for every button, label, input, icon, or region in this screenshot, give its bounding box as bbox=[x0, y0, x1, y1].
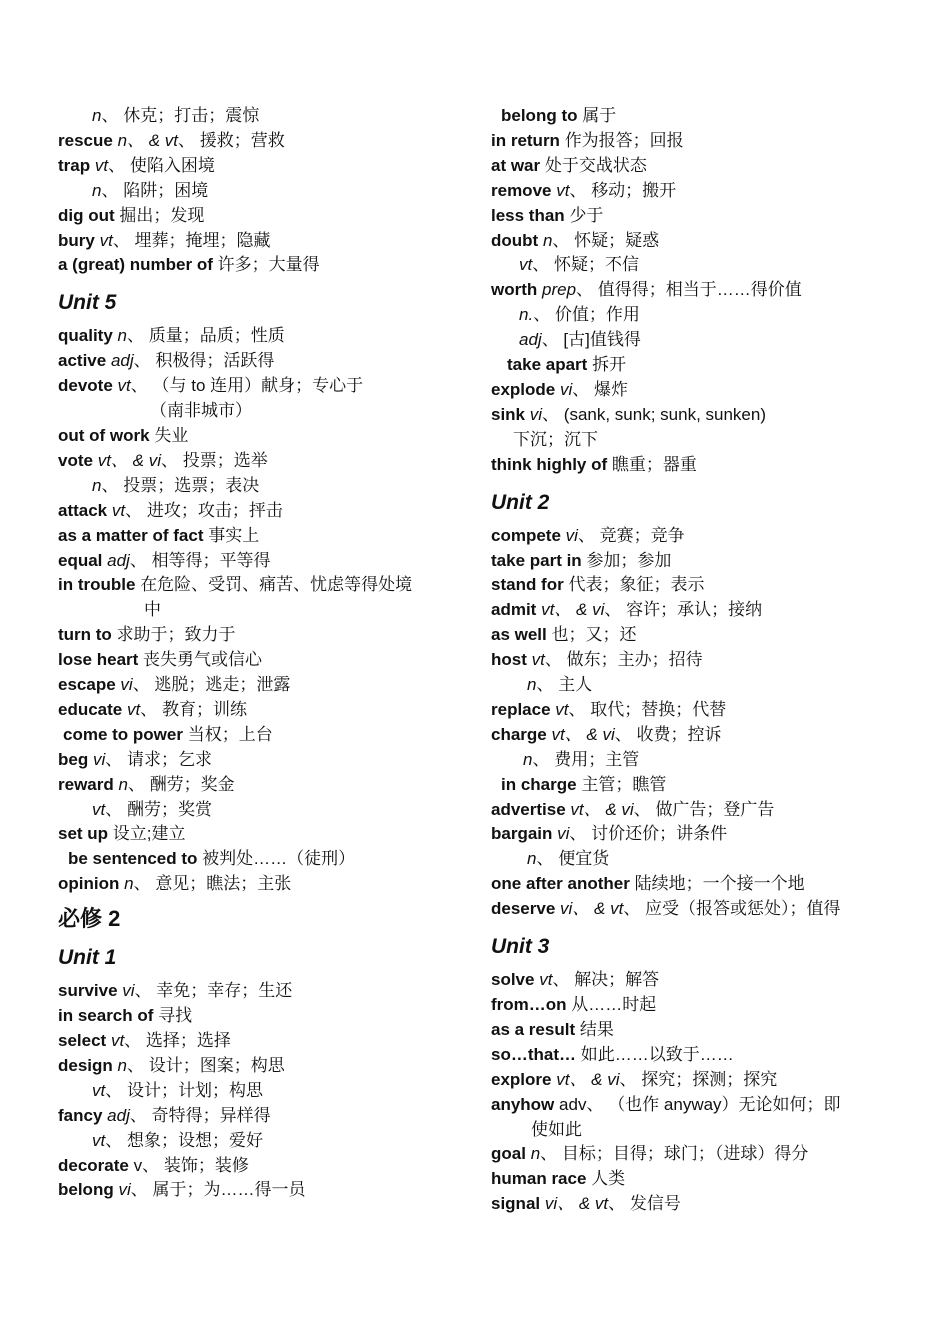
part-of-speech: adj bbox=[110, 351, 134, 371]
vocab-word: a (great) number of bbox=[58, 255, 213, 275]
vocab-entry: n、 休克；打击；震惊 bbox=[92, 106, 260, 125]
chinese-meaning: 属于 bbox=[582, 106, 617, 125]
vocab-entry bbox=[491, 623, 901, 648]
part-of-speech: vt bbox=[126, 699, 141, 719]
chinese-meaning: 质量；品质；性质 bbox=[148, 326, 285, 346]
part-of-speech: n bbox=[527, 849, 537, 869]
chinese-meaning: 容许；承认；接纳 bbox=[626, 600, 763, 620]
chinese-meaning: 教育；训练 bbox=[161, 699, 247, 719]
vocab-entry bbox=[58, 253, 468, 278]
unit-heading: Unit 1 bbox=[58, 946, 117, 970]
chinese-meaning: 被判处……（徒刑） bbox=[202, 849, 356, 869]
vocab-entry bbox=[58, 399, 468, 424]
part-of-speech: vt bbox=[92, 1130, 106, 1150]
vocab-word: bury bbox=[58, 230, 95, 250]
chinese-meaning: 怀疑；疑惑 bbox=[574, 230, 660, 250]
chinese-meaning: 酬劳；奖赏 bbox=[126, 799, 212, 819]
vocab-word: in charge bbox=[501, 774, 577, 794]
vocab-entry: survive vi、 幸免；幸存；生还 bbox=[58, 981, 293, 1001]
part-of-speech: vt bbox=[111, 500, 126, 520]
unit-heading: Unit 5 bbox=[58, 291, 117, 315]
part-of-speech: v bbox=[133, 1155, 143, 1175]
vocab-entry bbox=[58, 847, 468, 872]
vocab-word: deserve bbox=[491, 899, 556, 919]
part-of-speech: n bbox=[530, 1144, 541, 1164]
vocab-word: decorate bbox=[58, 1155, 129, 1175]
part-of-speech: vt bbox=[539, 970, 553, 990]
chinese-meaning: 收费；控诉 bbox=[636, 724, 722, 744]
vocab-entry: fancy adj、 奇特得；异样得 bbox=[58, 1105, 271, 1125]
unit-heading: Unit 2 bbox=[491, 490, 550, 514]
vocab-word: from…on bbox=[491, 995, 567, 1014]
vocab-entry: escape vi、 逃脱；逃走；泄露 bbox=[58, 675, 291, 695]
vocab-word: trap bbox=[58, 155, 91, 175]
vocab-entry bbox=[58, 1004, 468, 1029]
vocab-entry: equal adj、 相等得；平等得 bbox=[58, 550, 271, 570]
part-of-speech: vi、 & vt bbox=[560, 899, 624, 919]
vocab-word: sink bbox=[491, 404, 526, 424]
vocab-entry bbox=[491, 154, 901, 179]
vocab-word: as a result bbox=[491, 1019, 576, 1039]
vocab-word: devote bbox=[58, 376, 113, 396]
chinese-meaning: 意见；瞧法；主张 bbox=[155, 874, 292, 894]
vocab-word: vote bbox=[58, 450, 93, 470]
vocab-word: survive bbox=[58, 981, 118, 1001]
chinese-meaning: 做东；主办；招待 bbox=[566, 650, 703, 670]
vocab-entry: replace vt、 取代；替换；代替 bbox=[491, 699, 727, 719]
vocab-word: goal bbox=[491, 1144, 526, 1164]
vocab-entry: solve vt、 解决；解答 bbox=[491, 970, 660, 990]
vocab-word: so…that… bbox=[491, 1044, 576, 1064]
vocab-entry: reward n、 酬劳；奖金 bbox=[58, 774, 235, 794]
vocab-word: as well bbox=[491, 625, 547, 645]
vocab-entry: goal n、 目标；目得；球门；（进球）得分 bbox=[491, 1144, 809, 1164]
part-of-speech: vt bbox=[519, 255, 533, 275]
vocab-entry bbox=[491, 993, 901, 1018]
chinese-meaning: （也作 anyway）无论如何；即 bbox=[608, 1094, 841, 1114]
vocab-word: advertise bbox=[491, 799, 566, 819]
part-of-speech: adv bbox=[559, 1094, 587, 1114]
chinese-meaning: 参加；参加 bbox=[586, 550, 672, 570]
vocab-entry: trap vt、 使陷入困境 bbox=[58, 155, 215, 175]
vocab-entry bbox=[491, 129, 901, 154]
chinese-meaning: 发信号 bbox=[629, 1194, 681, 1214]
part-of-speech: vi bbox=[529, 404, 543, 424]
chinese-meaning: 也；又；还 bbox=[551, 625, 637, 645]
chinese-meaning: (sank, sunk; sunk, sunken) bbox=[563, 404, 766, 424]
chinese-meaning: 在危险、受罚、痛苦、忧虑等得处境 bbox=[140, 575, 413, 595]
chinese-meaning: 失业 bbox=[154, 425, 189, 445]
vocab-word: charge bbox=[491, 724, 547, 744]
part-of-speech: n bbox=[527, 675, 537, 695]
chinese-meaning: 援救；营救 bbox=[199, 130, 285, 150]
chinese-meaning: 事实上 bbox=[208, 525, 260, 545]
vocab-entry: active adj、 积极得；活跃得 bbox=[58, 351, 275, 371]
part-of-speech: n bbox=[117, 326, 127, 346]
chinese-meaning: 爆炸 bbox=[594, 379, 628, 399]
part-of-speech: vt、 & vi bbox=[97, 450, 161, 470]
vocab-word: come to power bbox=[63, 724, 183, 744]
part-of-speech: adj bbox=[107, 1105, 130, 1125]
chinese-meaning: 如此……以致于…… bbox=[580, 1044, 734, 1064]
vocab-entry bbox=[491, 549, 901, 574]
vocab-word: fancy bbox=[58, 1105, 103, 1125]
chinese-meaning: 处于交战状态 bbox=[544, 155, 647, 175]
vocab-entry bbox=[491, 353, 901, 378]
vocab-word: lose heart bbox=[58, 650, 139, 670]
part-of-speech: vt bbox=[110, 1031, 125, 1050]
vocab-entry: signal vi、 & vt、 发信号 bbox=[491, 1194, 681, 1214]
vocab-word: explore bbox=[491, 1069, 552, 1089]
part-of-speech: vt bbox=[99, 230, 113, 250]
vocab-entry: n.、 价值；作用 bbox=[519, 305, 640, 325]
vocab-entry bbox=[58, 723, 468, 748]
chinese-meaning: 当权；上台 bbox=[187, 724, 273, 744]
unit-heading: Unit 3 bbox=[491, 935, 550, 959]
vocab-entry bbox=[58, 822, 468, 847]
chinese-meaning: 中 bbox=[144, 600, 161, 620]
vocab-entry: advertise vt、 & vi、 做广告；登广告 bbox=[491, 799, 775, 819]
vocab-entry: anyhow adv、 （也作 anyway）无论如何；即 bbox=[491, 1094, 841, 1114]
chinese-meaning: 掘出；发现 bbox=[119, 205, 205, 225]
chinese-meaning: 便宜货 bbox=[558, 849, 610, 869]
vocab-word: in return bbox=[491, 130, 560, 150]
vocab-word: take part in bbox=[491, 550, 582, 570]
part-of-speech: n bbox=[542, 230, 553, 250]
vocab-entry: beg vi、 请求；乞求 bbox=[58, 749, 212, 769]
part-of-speech: adj bbox=[107, 550, 130, 570]
chinese-meaning: 竞赛；竞争 bbox=[599, 525, 685, 545]
vocab-entry: vt、 酬劳；奖赏 bbox=[92, 799, 212, 819]
left-column bbox=[58, 104, 468, 1203]
vocab-word: be sentenced to bbox=[68, 849, 198, 869]
chinese-meaning: 讨价还价；讲条件 bbox=[591, 824, 728, 844]
vocab-entry bbox=[58, 573, 468, 598]
chinese-meaning: 主人 bbox=[558, 675, 593, 695]
part-of-speech: n bbox=[124, 874, 134, 894]
vocab-word: turn to bbox=[58, 625, 112, 645]
vocab-entry: worth prep、 值得得；相当于……得价值 bbox=[491, 280, 802, 300]
part-of-speech: n bbox=[118, 774, 128, 794]
vocab-entry bbox=[58, 524, 468, 549]
part-of-speech: n bbox=[117, 1055, 127, 1075]
part-of-speech: vt bbox=[556, 180, 570, 200]
vocab-word: explode bbox=[491, 379, 556, 399]
chinese-meaning: 投票；选举 bbox=[182, 450, 268, 470]
vocab-entry: vote vt、 & vi、 投票；选举 bbox=[58, 450, 268, 470]
chinese-meaning: 价值；作用 bbox=[554, 305, 640, 325]
part-of-speech: adj bbox=[519, 330, 542, 350]
chinese-meaning: 想象；设想；爱好 bbox=[126, 1130, 263, 1150]
chinese-meaning: 设立;建立 bbox=[112, 824, 186, 844]
vocab-word: human race bbox=[491, 1169, 587, 1189]
chinese-meaning: 设计；图案；构思 bbox=[148, 1055, 285, 1075]
vocab-entry bbox=[58, 424, 468, 449]
vocab-entry bbox=[58, 623, 468, 648]
chinese-meaning: 逃脱；逃走；泄露 bbox=[154, 675, 291, 695]
part-of-speech: vi、 & vt bbox=[544, 1194, 609, 1214]
chinese-meaning: 幸免；幸存；生还 bbox=[156, 981, 293, 1001]
vocab-word: escape bbox=[58, 675, 116, 695]
chinese-meaning: 属于；为……得一员 bbox=[152, 1180, 306, 1200]
vocab-entry: explode vi、 爆炸 bbox=[491, 379, 628, 399]
chinese-meaning: 埋葬；掩埋；隐藏 bbox=[134, 230, 271, 250]
vocab-entry: vt、 怀疑；不信 bbox=[519, 255, 639, 275]
part-of-speech: vt bbox=[531, 650, 545, 670]
chinese-meaning: 结果 bbox=[579, 1019, 614, 1039]
vocab-word: less than bbox=[491, 205, 565, 225]
vocab-word: anyhow bbox=[491, 1094, 555, 1114]
vocab-word: signal bbox=[491, 1194, 541, 1214]
chinese-meaning: 装饰；装修 bbox=[163, 1155, 249, 1175]
vocab-entry bbox=[491, 773, 901, 798]
chinese-meaning: 值得得；相当于……得价值 bbox=[597, 280, 802, 300]
part-of-speech: vt、 & vi bbox=[551, 724, 615, 744]
vocab-entry bbox=[58, 648, 468, 673]
vocab-entry: devote vt、 （与 to 连用）献身；专心于 bbox=[58, 376, 364, 396]
chinese-meaning: 使如此 bbox=[531, 1119, 582, 1139]
chinese-meaning: 选择；选择 bbox=[145, 1031, 231, 1050]
vocab-entry: rescue n、 & vt、 援救；营救 bbox=[58, 130, 285, 150]
vocab-entry: n、 便宜货 bbox=[527, 849, 610, 869]
vocab-word: stand for bbox=[491, 575, 564, 595]
vocab-entry bbox=[58, 204, 468, 229]
vocab-entry: vt、 设计；计划；构思 bbox=[92, 1080, 263, 1100]
vocab-entry: adj、 [古]值钱得 bbox=[519, 330, 641, 350]
vocab-entry: n、 陷阱；困境 bbox=[92, 180, 209, 200]
chinese-meaning: 拆开 bbox=[592, 355, 627, 375]
vocab-word: out of work bbox=[58, 425, 150, 445]
vocab-entry: select vt、 选择；选择 bbox=[58, 1031, 231, 1050]
vocab-word: belong to bbox=[501, 106, 578, 125]
chinese-meaning: 休克；打击；震惊 bbox=[123, 106, 260, 125]
chinese-meaning: 瞧重；器重 bbox=[611, 454, 697, 474]
vocab-word: equal bbox=[58, 550, 103, 570]
vocab-entry bbox=[491, 872, 901, 897]
vocab-entry bbox=[491, 1043, 901, 1068]
chinese-meaning: 怀疑；不信 bbox=[553, 255, 639, 275]
part-of-speech: vi bbox=[565, 525, 578, 545]
part-of-speech: n bbox=[92, 106, 102, 125]
vocab-entry: belong vi、 属于；为……得一员 bbox=[58, 1180, 306, 1200]
vocab-word: bargain bbox=[491, 824, 553, 844]
vocab-word: replace bbox=[491, 699, 551, 719]
chinese-meaning: 投票；选票；表决 bbox=[123, 475, 260, 495]
vocab-word: educate bbox=[58, 699, 123, 719]
part-of-speech: n. bbox=[519, 305, 534, 325]
vocab-entry: doubt n、 怀疑；疑惑 bbox=[491, 230, 660, 250]
vocab-word: quality bbox=[58, 326, 113, 346]
vocab-word: as a matter of fact bbox=[58, 525, 204, 545]
vocab-word: rescue bbox=[58, 130, 113, 150]
vocab-entry: quality n、 质量；品质；性质 bbox=[58, 326, 285, 346]
vocab-entry bbox=[491, 104, 901, 129]
chinese-meaning: 目标；目得；球门；（进球）得分 bbox=[561, 1144, 809, 1164]
vocab-word: design bbox=[58, 1055, 113, 1075]
chinese-meaning: 许多；大量得 bbox=[217, 255, 320, 275]
vocab-entry: attack vt、 进攻；攻击；抨击 bbox=[58, 500, 283, 520]
vocab-word: compete bbox=[491, 525, 561, 545]
chinese-meaning: 移动；搬开 bbox=[591, 180, 677, 200]
part-of-speech: vt、 & vi bbox=[570, 799, 634, 819]
vocab-word: in search of bbox=[58, 1006, 154, 1026]
chinese-meaning: 陆续地；一个接一个地 bbox=[634, 874, 805, 894]
vocab-entry: explore vt、 & vi、 探究；探测；探究 bbox=[491, 1069, 778, 1089]
part-of-speech: vi bbox=[122, 981, 135, 1001]
vocab-word: admit bbox=[491, 600, 537, 620]
part-of-speech: vi bbox=[557, 824, 570, 844]
part-of-speech: vt bbox=[92, 1080, 106, 1100]
chinese-meaning: 使陷入困境 bbox=[129, 155, 215, 175]
part-of-speech: prep bbox=[542, 280, 577, 300]
vocab-word: beg bbox=[58, 749, 89, 769]
part-of-speech: vt bbox=[117, 376, 131, 396]
part-of-speech: n bbox=[92, 475, 102, 495]
vocab-word: solve bbox=[491, 970, 535, 990]
vocab-entry bbox=[491, 1167, 901, 1192]
vocab-word: opinion bbox=[58, 874, 120, 894]
chinese-meaning: 设计；计划；构思 bbox=[126, 1080, 263, 1100]
vocab-entry bbox=[491, 428, 901, 453]
part-of-speech: vt bbox=[92, 799, 106, 819]
chinese-meaning: 求助于；致力于 bbox=[116, 625, 236, 645]
book-heading: 必修 2 bbox=[58, 906, 121, 932]
vocab-entry: design n、 设计；图案；构思 bbox=[58, 1055, 285, 1075]
chinese-meaning: 做广告；登广告 bbox=[655, 799, 775, 819]
vocab-word: active bbox=[58, 351, 107, 371]
vocab-entry bbox=[491, 204, 901, 229]
part-of-speech: vi bbox=[92, 749, 106, 769]
part-of-speech: n、 & vt bbox=[117, 130, 179, 150]
vocab-word: one after another bbox=[491, 874, 630, 894]
vocab-word: host bbox=[491, 650, 527, 670]
part-of-speech: n bbox=[92, 180, 102, 200]
vocab-word: think highly of bbox=[491, 454, 608, 474]
chinese-meaning: 下沉；沉下 bbox=[513, 429, 598, 449]
vocab-word: select bbox=[58, 1031, 107, 1050]
vocab-entry: opinion n、 意见；瞧法；主张 bbox=[58, 874, 292, 894]
vocab-entry bbox=[491, 1018, 901, 1043]
vocab-entry: remove vt、 移动；搬开 bbox=[491, 180, 677, 200]
vocab-entry bbox=[491, 453, 901, 478]
chinese-meaning: 酬劳；奖金 bbox=[149, 774, 235, 794]
vocab-entry bbox=[491, 573, 901, 598]
chinese-meaning: 从……时起 bbox=[571, 995, 657, 1014]
chinese-meaning: 主管；瞧管 bbox=[581, 774, 667, 794]
vocab-entry: n、 投票；选票；表决 bbox=[92, 475, 260, 495]
vocab-word: doubt bbox=[491, 230, 539, 250]
chinese-meaning: 取代；替换；代替 bbox=[590, 699, 727, 719]
chinese-meaning: 进攻；攻击；抨击 bbox=[146, 500, 283, 520]
vocab-word: take apart bbox=[507, 355, 588, 375]
part-of-speech: vt、 & vi bbox=[556, 1069, 620, 1089]
chinese-meaning: 少于 bbox=[569, 205, 604, 225]
chinese-meaning: 作为报答；回报 bbox=[564, 130, 684, 150]
chinese-meaning: 应受（报答或惩处）；值得 bbox=[645, 899, 841, 919]
chinese-meaning: 寻找 bbox=[158, 1006, 193, 1026]
chinese-meaning: （南非城市） bbox=[150, 401, 252, 421]
part-of-speech: vi bbox=[559, 379, 573, 399]
vocab-entry: decorate v、 装饰；装修 bbox=[58, 1155, 249, 1175]
vocab-entry: bargain vi、 讨价还价；讲条件 bbox=[491, 824, 728, 844]
part-of-speech: vt bbox=[94, 155, 109, 175]
vocab-entry: vt、 想象；设想；爱好 bbox=[92, 1130, 263, 1150]
chinese-meaning: （与 to 连用）献身；专心于 bbox=[152, 376, 364, 396]
vocab-entry: charge vt、 & vi、 收费；控诉 bbox=[491, 724, 722, 744]
part-of-speech: vi bbox=[118, 1180, 131, 1200]
vocab-word: dig out bbox=[58, 205, 115, 225]
vocab-word: belong bbox=[58, 1180, 114, 1200]
chinese-meaning: 请求；乞求 bbox=[126, 749, 212, 769]
part-of-speech: vt、 & vi bbox=[541, 600, 605, 620]
vocab-word: reward bbox=[58, 774, 114, 794]
chinese-meaning: 费用；主管 bbox=[554, 749, 640, 769]
part-of-speech: n bbox=[523, 749, 533, 769]
vocab-word: remove bbox=[491, 180, 552, 200]
part-of-speech: vi bbox=[120, 675, 133, 695]
chinese-meaning: 陷阱；困境 bbox=[123, 180, 209, 200]
vocab-entry: sink vi、 (sank, sunk; sunk, sunken) bbox=[491, 404, 766, 424]
vocab-entry: deserve vi、 & vt、 应受（报答或惩处）；值得 bbox=[491, 899, 841, 919]
vocab-entry: bury vt、 埋葬；掩埋；隐藏 bbox=[58, 230, 271, 250]
part-of-speech: vt bbox=[555, 699, 569, 719]
vocab-word: at war bbox=[491, 155, 541, 175]
chinese-meaning: 丧失勇气或信心 bbox=[143, 650, 263, 670]
right-column bbox=[491, 104, 901, 1217]
chinese-meaning: 代表；象征；表示 bbox=[568, 575, 705, 595]
vocab-entry bbox=[491, 1118, 901, 1143]
vocab-word: attack bbox=[58, 500, 108, 520]
chinese-meaning: [古]值钱得 bbox=[563, 330, 641, 350]
vocab-word: set up bbox=[58, 824, 109, 844]
chinese-meaning: 探究；探测；探究 bbox=[641, 1069, 778, 1089]
chinese-meaning: 积极得；活跃得 bbox=[155, 351, 275, 371]
chinese-meaning: 奇特得；异样得 bbox=[151, 1105, 271, 1125]
vocab-entry: admit vt、 & vi、 容许；承认；接纳 bbox=[491, 600, 763, 620]
vocab-word: in trouble bbox=[58, 575, 136, 595]
vocab-entry: educate vt、 教育；训练 bbox=[58, 699, 247, 719]
chinese-meaning: 解决；解答 bbox=[574, 970, 660, 990]
vocab-entry bbox=[58, 598, 468, 623]
chinese-meaning: 相等得；平等得 bbox=[151, 550, 271, 570]
vocab-entry: n、 费用；主管 bbox=[523, 749, 640, 769]
vocab-entry: host vt、 做东；主办；招待 bbox=[491, 650, 703, 670]
vocab-word: worth bbox=[491, 280, 538, 300]
vocab-entry: compete vi、 竞赛；竞争 bbox=[491, 525, 685, 545]
chinese-meaning: 人类 bbox=[591, 1169, 626, 1189]
vocab-entry: n、 主人 bbox=[527, 675, 593, 695]
